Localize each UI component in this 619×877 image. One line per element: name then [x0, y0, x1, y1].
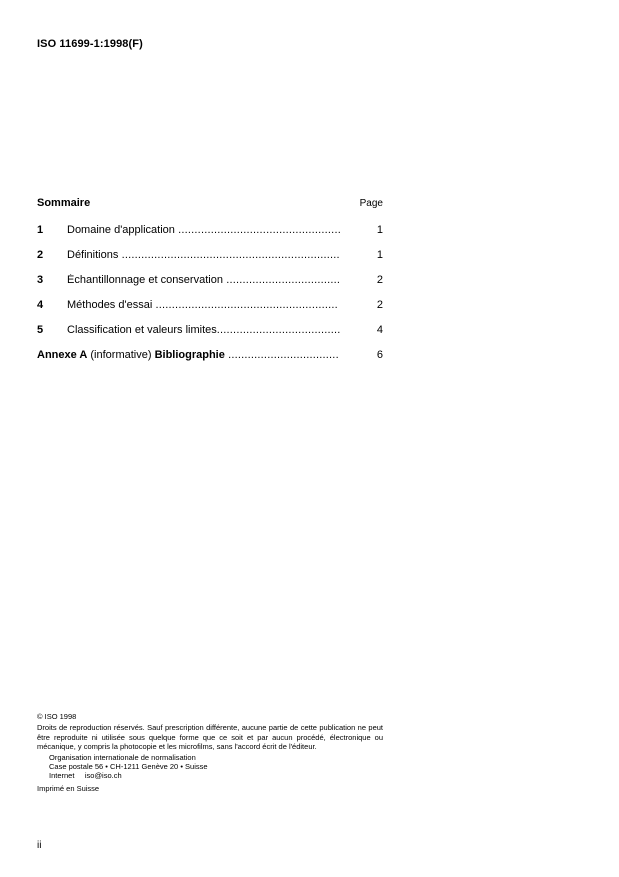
toc-entry-label: Échantillonnage et conservation: [67, 274, 223, 286]
toc-entry-text: [67, 299, 353, 311]
toc-entry-page: 2: [376, 299, 383, 311]
toc-entry-page: 1: [376, 224, 383, 236]
toc-entry-page: 1: [376, 249, 383, 261]
toc-page-label: Page: [359, 198, 383, 209]
toc-annex-entry[interactable]: [37, 349, 383, 374]
toc-entry-number: 4: [37, 299, 44, 311]
toc-entry-number: 3: [37, 274, 44, 286]
toc-entry-number: 1: [37, 224, 44, 236]
toc-title: Sommaire: [37, 197, 91, 209]
toc-entry[interactable]: [37, 299, 383, 324]
toc-leader-dots: ......................................: [216, 324, 341, 336]
toc-entry-text: [67, 224, 353, 236]
internet-label: Internet: [49, 771, 75, 781]
toc-entry[interactable]: [37, 324, 383, 349]
organisation-address: Case postale 56 • CH-1211 Genève 20 • Suisse: [49, 762, 208, 772]
toc-entry-label: Classification et valeurs limites: [67, 324, 217, 336]
page-number: ii: [37, 840, 42, 851]
internet-email: iso@iso.ch: [84, 771, 122, 781]
copyright-line: © ISO 1998: [37, 712, 77, 721]
toc-entry-text: [67, 274, 353, 286]
toc-heading-row: [37, 197, 383, 211]
toc-annex-middle: (informative): [87, 349, 155, 361]
toc-entry-label: Domaine d'application: [67, 224, 175, 236]
printed-in: Imprimé en Suisse: [37, 783, 100, 793]
toc-leader-dots: ........................................................: [152, 299, 338, 311]
table-of-contents: [37, 224, 383, 374]
organisation-internet: [37, 771, 383, 780]
toc-annex-prefix: Annexe A: [37, 349, 88, 361]
toc-entry[interactable]: [37, 249, 383, 274]
copyright-block: [37, 712, 383, 793]
toc-entry-number: 5: [37, 324, 44, 336]
document-header: ISO 11699-1:1998(F): [37, 38, 143, 50]
toc-leader-dots: ..................................: [224, 349, 339, 361]
toc-annex-text: [37, 349, 353, 361]
toc-entry-label: Définitions: [67, 249, 119, 261]
toc-annex-page: 6: [376, 349, 383, 361]
copyright-notice: Droits de reproduction réservés. Sauf prescription différente, aucune partie de cette publication ne peut être reproduite ni utilisée sous quelque forme que ce soit et par aucun procédé, électronique ou mécanique, y compris la photocopie et les microfilms, sans l'accord écrit de l'éditeur.: [37, 723, 383, 752]
toc-entry-text: [67, 249, 353, 261]
toc-leader-dots: ...................................................................: [118, 249, 340, 261]
toc-entry-text: [67, 324, 353, 336]
toc-leader-dots: ...................................: [222, 274, 341, 286]
toc-entry-page: 4: [376, 324, 383, 336]
toc-leader-dots: ..................................................: [174, 224, 341, 236]
toc-entry-number: 2: [37, 249, 44, 261]
toc-entry-label: Méthodes d'essai: [67, 299, 153, 311]
organisation-name: Organisation internationale de normalisation: [49, 752, 196, 762]
toc-annex-title: Bibliographie: [154, 349, 225, 361]
toc-entry-page: 2: [376, 274, 383, 286]
toc-entry[interactable]: [37, 274, 383, 299]
toc-entry[interactable]: [37, 224, 383, 249]
